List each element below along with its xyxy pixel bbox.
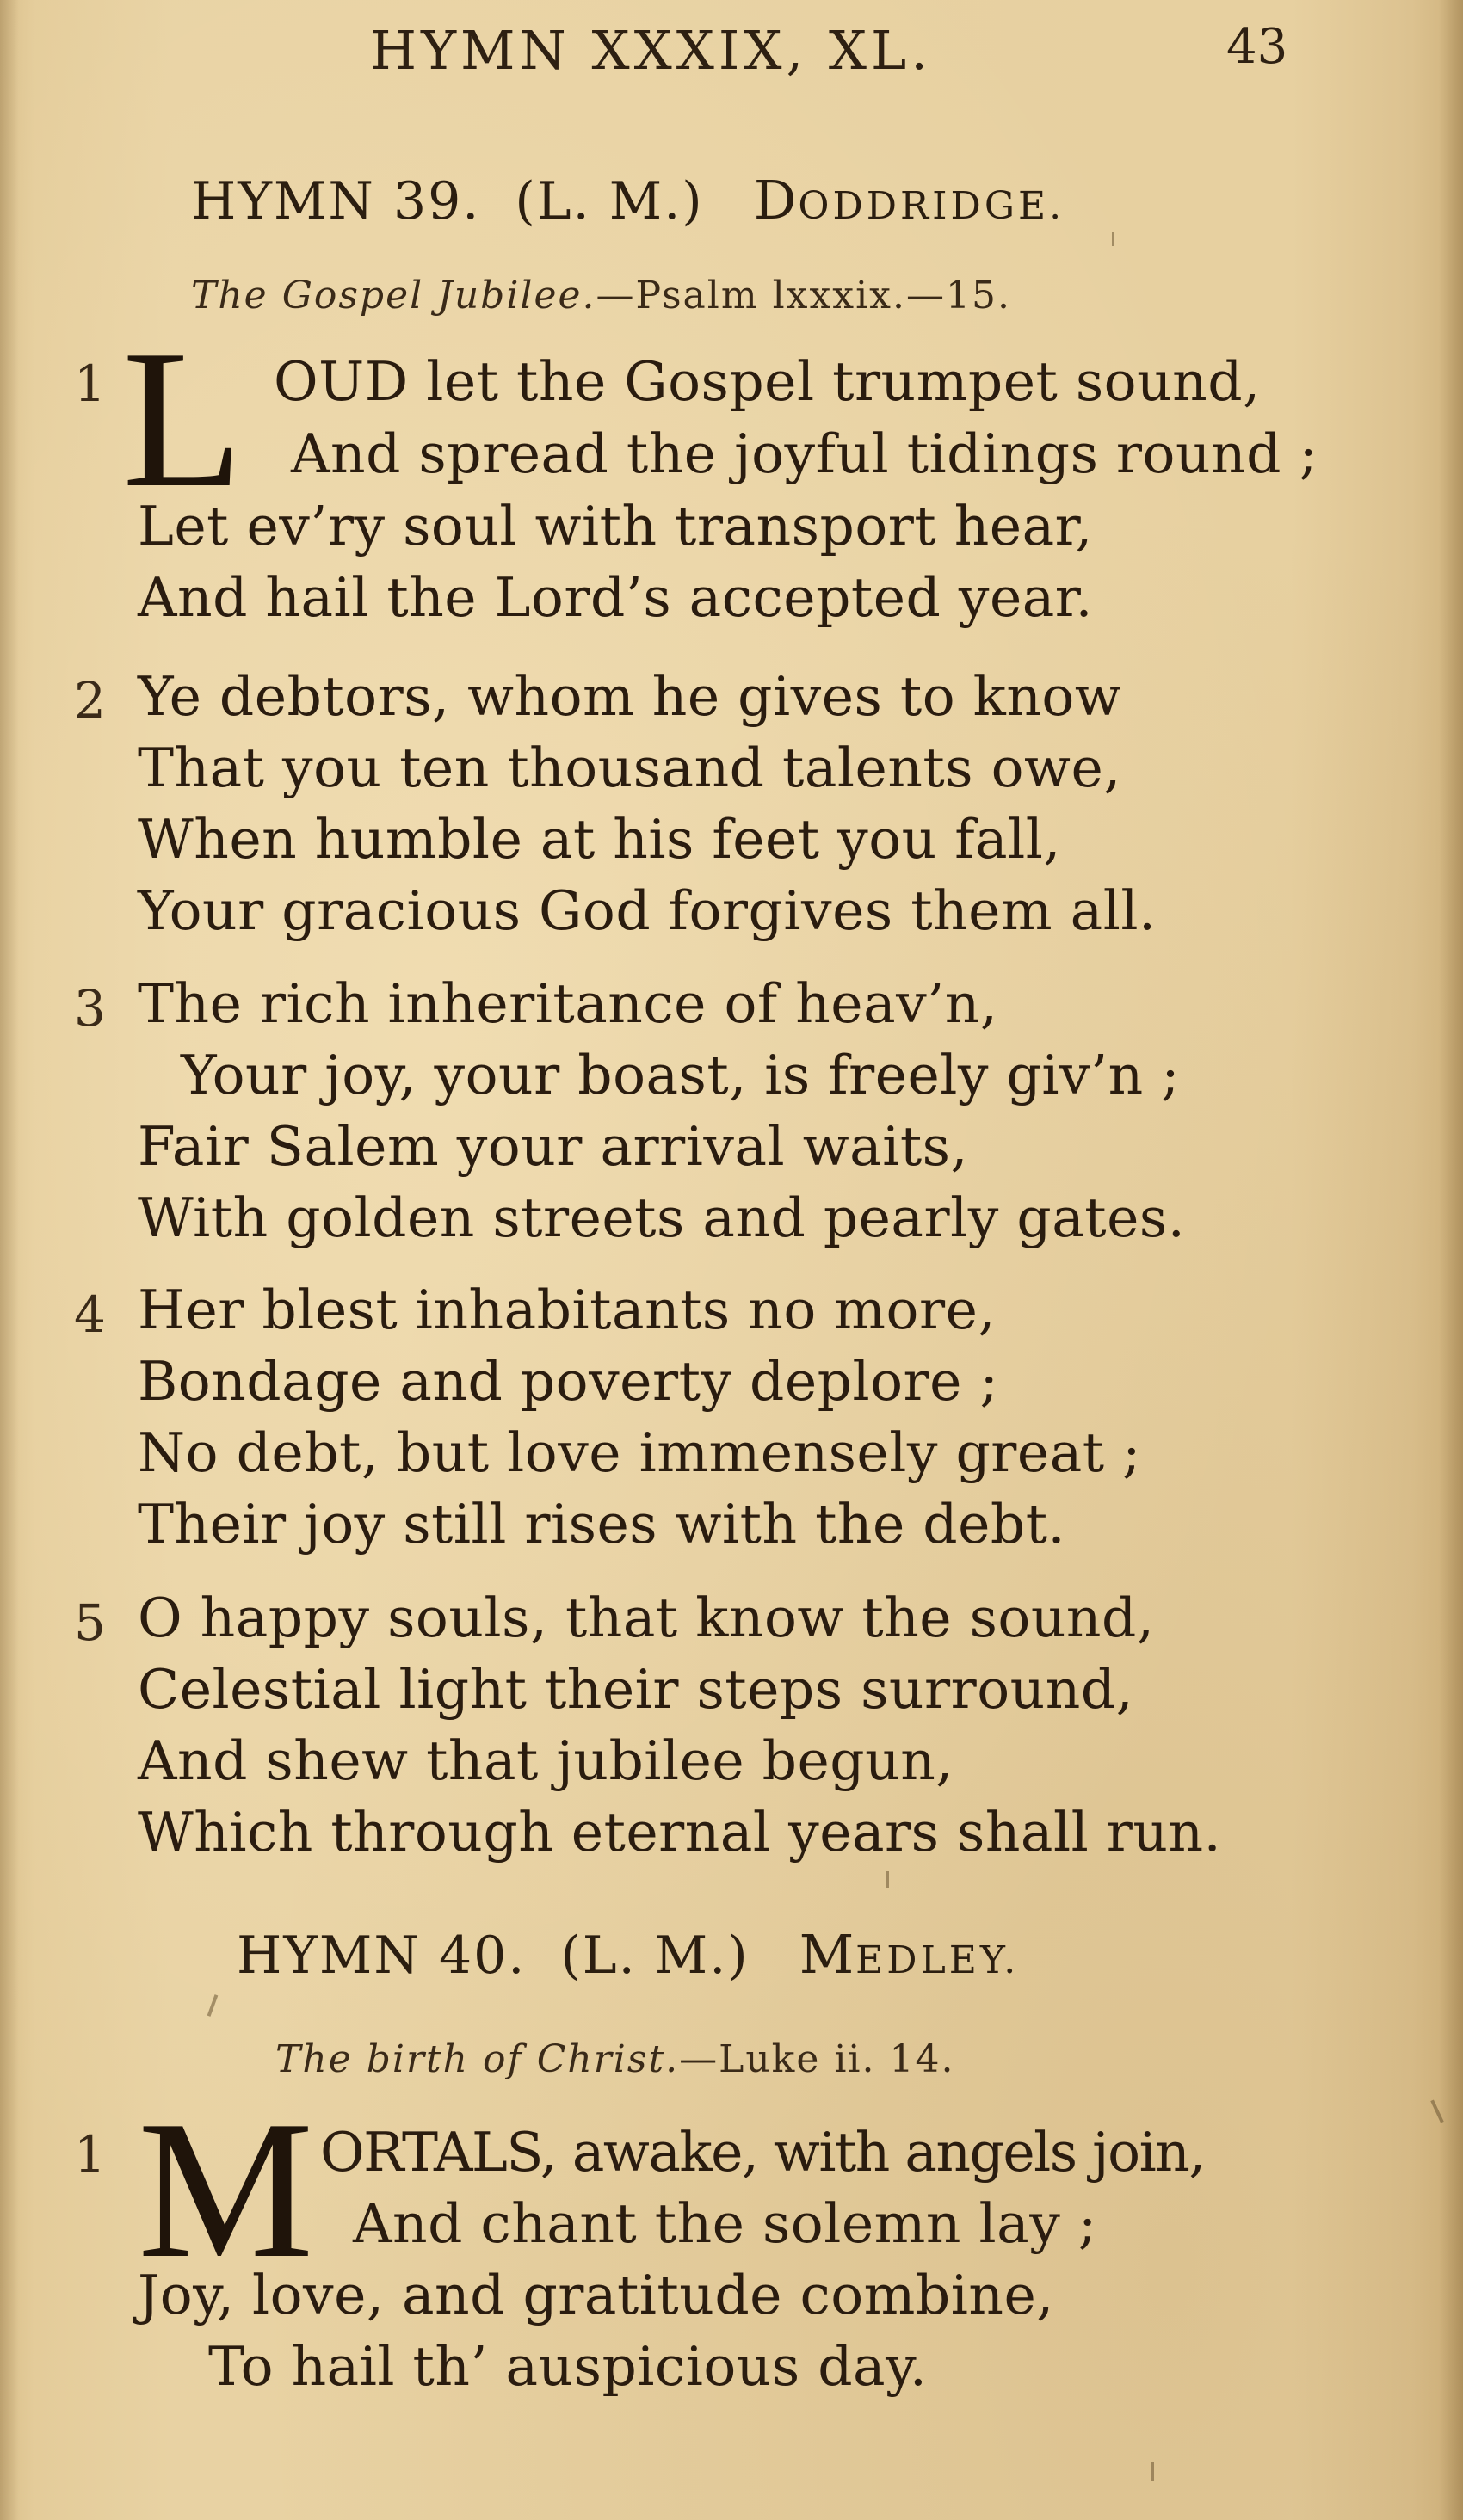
hymn-39-meter: (L. M.): [515, 171, 704, 231]
verse-line: And shew that jubilee begun,: [138, 1729, 954, 1792]
hymn-40-author: MEDLEY.: [799, 1923, 1020, 1986]
hymn-40-subtitle-reference: —Luke ii. 14.: [679, 2037, 955, 2081]
verse-line: Your joy, your boast, is freely giv’n ;: [181, 1044, 1180, 1106]
verse-line: That you ten thousand talents owe,: [138, 736, 1121, 799]
verse-line: Let ev’ry soul with transport hear,: [138, 495, 1093, 558]
hymn-40-subtitle-title: The birth of Christ.: [275, 2037, 680, 2081]
hymn-40-meter: (L. M.): [560, 1925, 750, 1986]
paper-fleck: [1151, 2462, 1154, 2481]
verse-line: ORTALS, awake, with angels join,: [320, 2121, 1205, 2184]
verse-line: Her blest inhabitants no more,: [138, 1278, 996, 1341]
hymn-39-subtitle: [191, 274, 1011, 317]
paper-fleck: [207, 1994, 219, 2017]
stanza-number: 2: [74, 671, 106, 730]
verse-line: Their joy still rises with the debt.: [138, 1493, 1066, 1556]
verse-line: Celestial light their steps surround,: [138, 1658, 1134, 1721]
hymn-40-subtitle: [275, 2037, 954, 2081]
verse-line: The rich inheritance of heav’n,: [138, 972, 998, 1035]
verse-line: And spread the joyful tidings round ;: [291, 422, 1318, 485]
verse-line: And chant the solemn lay ;: [353, 2192, 1097, 2255]
drop-cap-initial: L: [122, 309, 244, 528]
hymn-39-author: DODDRIDGE.: [753, 169, 1065, 231]
hymn-39-heading: [191, 169, 1065, 231]
page-number: 43: [1226, 19, 1288, 75]
verse-line: Joy, love, and gratitude combine,: [138, 2264, 1054, 2326]
verse-line: Which through eternal years shall run.: [138, 1801, 1222, 1864]
stanza-number: 1: [74, 2125, 106, 2184]
paper-fleck: [886, 1871, 889, 1888]
hymn-39-subtitle-reference: —Psalm lxxxix.—15.: [596, 274, 1011, 317]
page-gutter-shadow: [0, 0, 19, 2520]
stanza-number: 5: [74, 1593, 106, 1652]
verse-line: Ye debtors, whom he gives to know: [138, 665, 1122, 728]
verse-line: When humble at his feet you fall,: [138, 808, 1061, 871]
verse-line: And hail the Lord’s accepted year.: [138, 566, 1094, 629]
verse-line: With golden streets and pearly gates.: [138, 1186, 1186, 1249]
page-edge-shadow: [1439, 0, 1463, 2520]
verse-line: Your gracious God forgives them all.: [138, 879, 1157, 942]
hymn-40-heading: [237, 1923, 1019, 1986]
stanza-number: 3: [74, 979, 106, 1038]
paper-fleck: [1112, 232, 1114, 246]
hymn-40-label: HYMN 40.: [237, 1925, 527, 1986]
verse-line: Bondage and poverty deplore ;: [138, 1350, 999, 1413]
stanza-number: 4: [74, 1285, 106, 1344]
running-title: HYMN XXXIX, XL.: [370, 19, 932, 82]
verse-line: To hail th’ auspicious day.: [208, 2335, 928, 2398]
drop-cap-initial: M: [138, 2079, 314, 2299]
hymn-39-label: HYMN 39.: [191, 171, 481, 231]
verse-line: O happy souls, that know the sound,: [138, 1587, 1155, 1649]
verse-line: Fair Salem your arrival waits,: [138, 1115, 969, 1178]
verse-line: No debt, but love immensely great ;: [138, 1421, 1141, 1484]
hymn-39-subtitle-title: The Gospel Jubilee.: [191, 274, 596, 317]
stanza-number: 1: [74, 354, 106, 413]
verse-line: OUD let the Gospel trumpet sound,: [274, 350, 1261, 413]
